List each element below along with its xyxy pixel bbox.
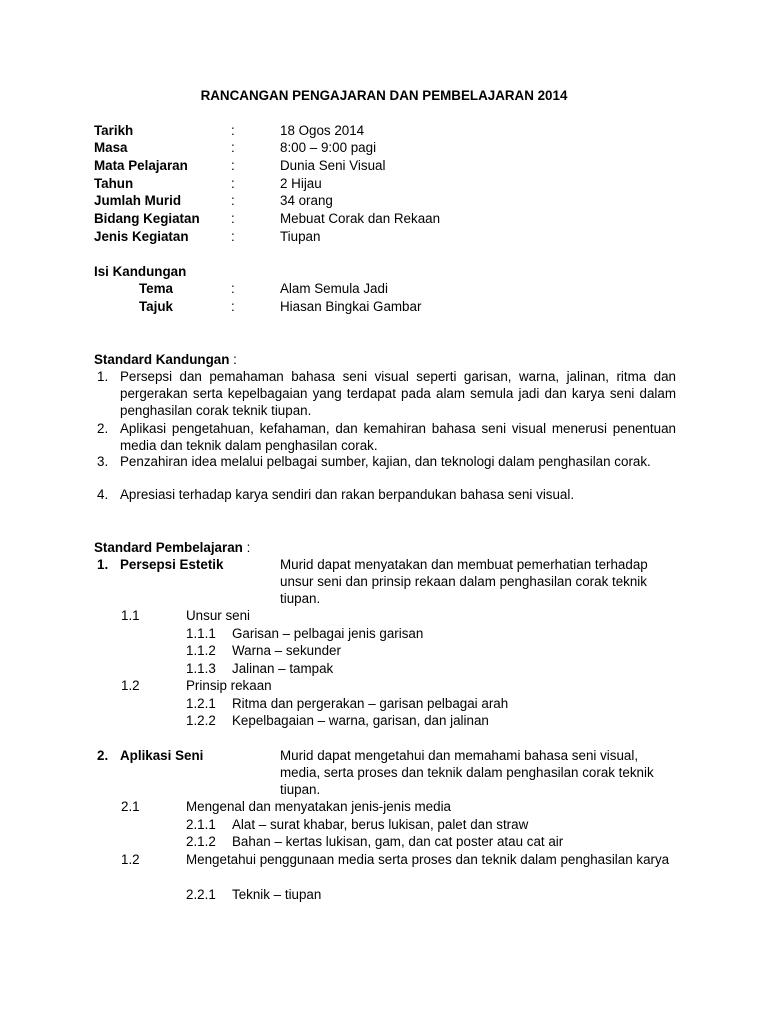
sk-item-text: Penzahiran idea melalui pelbagai sumber, kajian, dan teknologi dalam penghasilan corak. <box>120 454 651 469</box>
sp1-sub-text: Kepelbagaian – warna, garisan, dan jalinan <box>232 713 489 728</box>
sk-item-num: 1. <box>97 369 109 384</box>
info-colon: : <box>231 176 235 191</box>
isi-value-tema: Alam Semula Jadi <box>280 281 388 296</box>
sp2-sub-text: Bahan – kertas lukisan, gam, dan cat poster atau cat air <box>232 834 564 849</box>
info-value-tahun: 2 Hijau <box>280 176 322 191</box>
sk-heading-suffix: : <box>229 352 237 367</box>
sp1-sub-num: 1.2.2 <box>186 713 216 728</box>
info-value-jenis-kegiatan: Tiupan <box>280 229 321 244</box>
info-label-tahun: Tahun <box>94 176 134 191</box>
info-value-bidang-kegiatan: Mebuat Corak dan Rekaan <box>280 211 441 226</box>
sp1-sub-num: 1.1.3 <box>186 661 216 676</box>
sk-item-num: 4. <box>97 487 109 502</box>
sp1-title: Persepsi Estetik <box>120 557 224 572</box>
isi-label-tema: Tema <box>139 281 173 296</box>
info-value-jumlah-murid: 34 orang <box>280 193 333 208</box>
info-colon: : <box>231 299 235 314</box>
info-label-mata-pelajaran: Mata Pelajaran <box>94 158 188 173</box>
sp2-sub-text: Alat – surat khabar, berus lukisan, palet dan straw <box>232 817 529 832</box>
info-label-jenis-kegiatan: Jenis Kegiatan <box>94 229 189 244</box>
sp-heading-text: Standard Pembelajaran <box>94 540 243 555</box>
isi-label-tajuk: Tajuk <box>139 299 173 314</box>
sp2-sub-text: Mengetahui penggunaan media serta proses dan teknik dalam penghasilan karya <box>186 852 670 867</box>
sp2-desc: Murid dapat mengetahui dan memahami bahasa seni visual, media, serta proses dan teknik dalam penghasilan corak teknik tiupan. <box>280 748 654 797</box>
standard-kandungan-heading <box>94 351 237 368</box>
sk-item-num: 3. <box>97 454 109 469</box>
info-value-tarikh: 18 Ogos 2014 <box>280 123 365 138</box>
sp2-sub-num: 2.1.2 <box>186 834 216 849</box>
info-label-masa: Masa <box>94 140 128 155</box>
sp1-sub-text: Prinsip rekaan <box>186 678 272 693</box>
sp2-sub-num: 2.2.1 <box>186 887 216 902</box>
sp1-desc: Murid dapat menyatakan dan membuat pemerhatian terhadap unsur seni dan prinsip rekaan dalam penghasilan corak teknik tiupan. <box>280 557 648 606</box>
sp1-sub-num: 1.2.1 <box>186 696 216 711</box>
standard-pembelajaran-heading <box>94 539 250 556</box>
sk-heading-text: Standard Kandungan <box>94 352 230 367</box>
isi-value-tajuk: Hiasan Bingkai Gambar <box>280 299 422 314</box>
sk-item-text: Aplikasi pengetahuan, kefahaman, dan kemahiran bahasa seni visual menerusi penentuan media dan teknik dalam penghasilan corak. <box>120 421 676 453</box>
info-colon: : <box>231 158 235 173</box>
sp1-sub-text: Garisan – pelbagai jenis garisan <box>232 626 424 641</box>
info-label-jumlah-murid: Jumlah Murid <box>94 193 182 208</box>
sp2-sub-num: 2.1 <box>121 799 140 814</box>
sk-item-text: Persepsi dan pemahaman bahasa seni visual seperti garisan, warna, jalinan, ritma dan pergerakan serta kepelbagaian yang terdapat pada alam semula jadi dan karya seni dalam penghasilan corak teknik tiupan. <box>120 369 676 418</box>
sk-item-num: 2. <box>97 421 109 436</box>
sp1-sub-text: Jalinan – tampak <box>232 661 334 676</box>
page-title: RANCANGAN PENGAJARAN DAN PEMBELAJARAN 2014 <box>200 88 568 103</box>
sp2-num: 2. <box>97 748 109 763</box>
sp1-sub-text: Warna – sekunder <box>232 643 341 658</box>
sp2-sub-text: Mengenal dan menyatakan jenis-jenis media <box>186 799 451 814</box>
sp2-sub-num: 1.2 <box>121 852 140 867</box>
isi-kandungan-heading: Isi Kandungan <box>94 264 187 279</box>
info-colon: : <box>231 229 235 244</box>
sp1-sub-text: Unsur seni <box>186 608 251 623</box>
sp1-sub-num: 1.1.2 <box>186 643 216 658</box>
sp2-sub-text: Teknik – tiupan <box>232 887 322 902</box>
sp1-num: 1. <box>97 557 109 572</box>
sp1-sub-num: 1.1.1 <box>186 626 216 641</box>
sp2-sub-num: 2.1.1 <box>186 817 216 832</box>
info-colon: : <box>231 123 235 138</box>
info-value-masa: 8:00 – 9:00 pagi <box>280 140 377 155</box>
info-colon: : <box>231 140 235 155</box>
sp2-title: Aplikasi Seni <box>120 748 204 763</box>
info-colon: : <box>231 193 235 208</box>
info-colon: : <box>231 211 235 226</box>
sp-heading-suffix: : <box>242 540 251 555</box>
sk-item-text: Apresiasi terhadap karya sendiri dan rakan berpandukan bahasa seni visual. <box>120 487 575 502</box>
sp1-sub-num: 1.2 <box>121 678 140 693</box>
sp1-sub-num: 1.1 <box>121 608 140 623</box>
sp1-sub-text: Ritma dan pergerakan – garisan pelbagai arah <box>232 696 509 711</box>
info-colon: : <box>231 281 235 296</box>
info-value-mata-pelajaran: Dunia Seni Visual <box>280 158 386 173</box>
info-label-bidang-kegiatan: Bidang Kegiatan <box>94 211 200 226</box>
info-label-tarikh: Tarikh <box>94 123 134 138</box>
